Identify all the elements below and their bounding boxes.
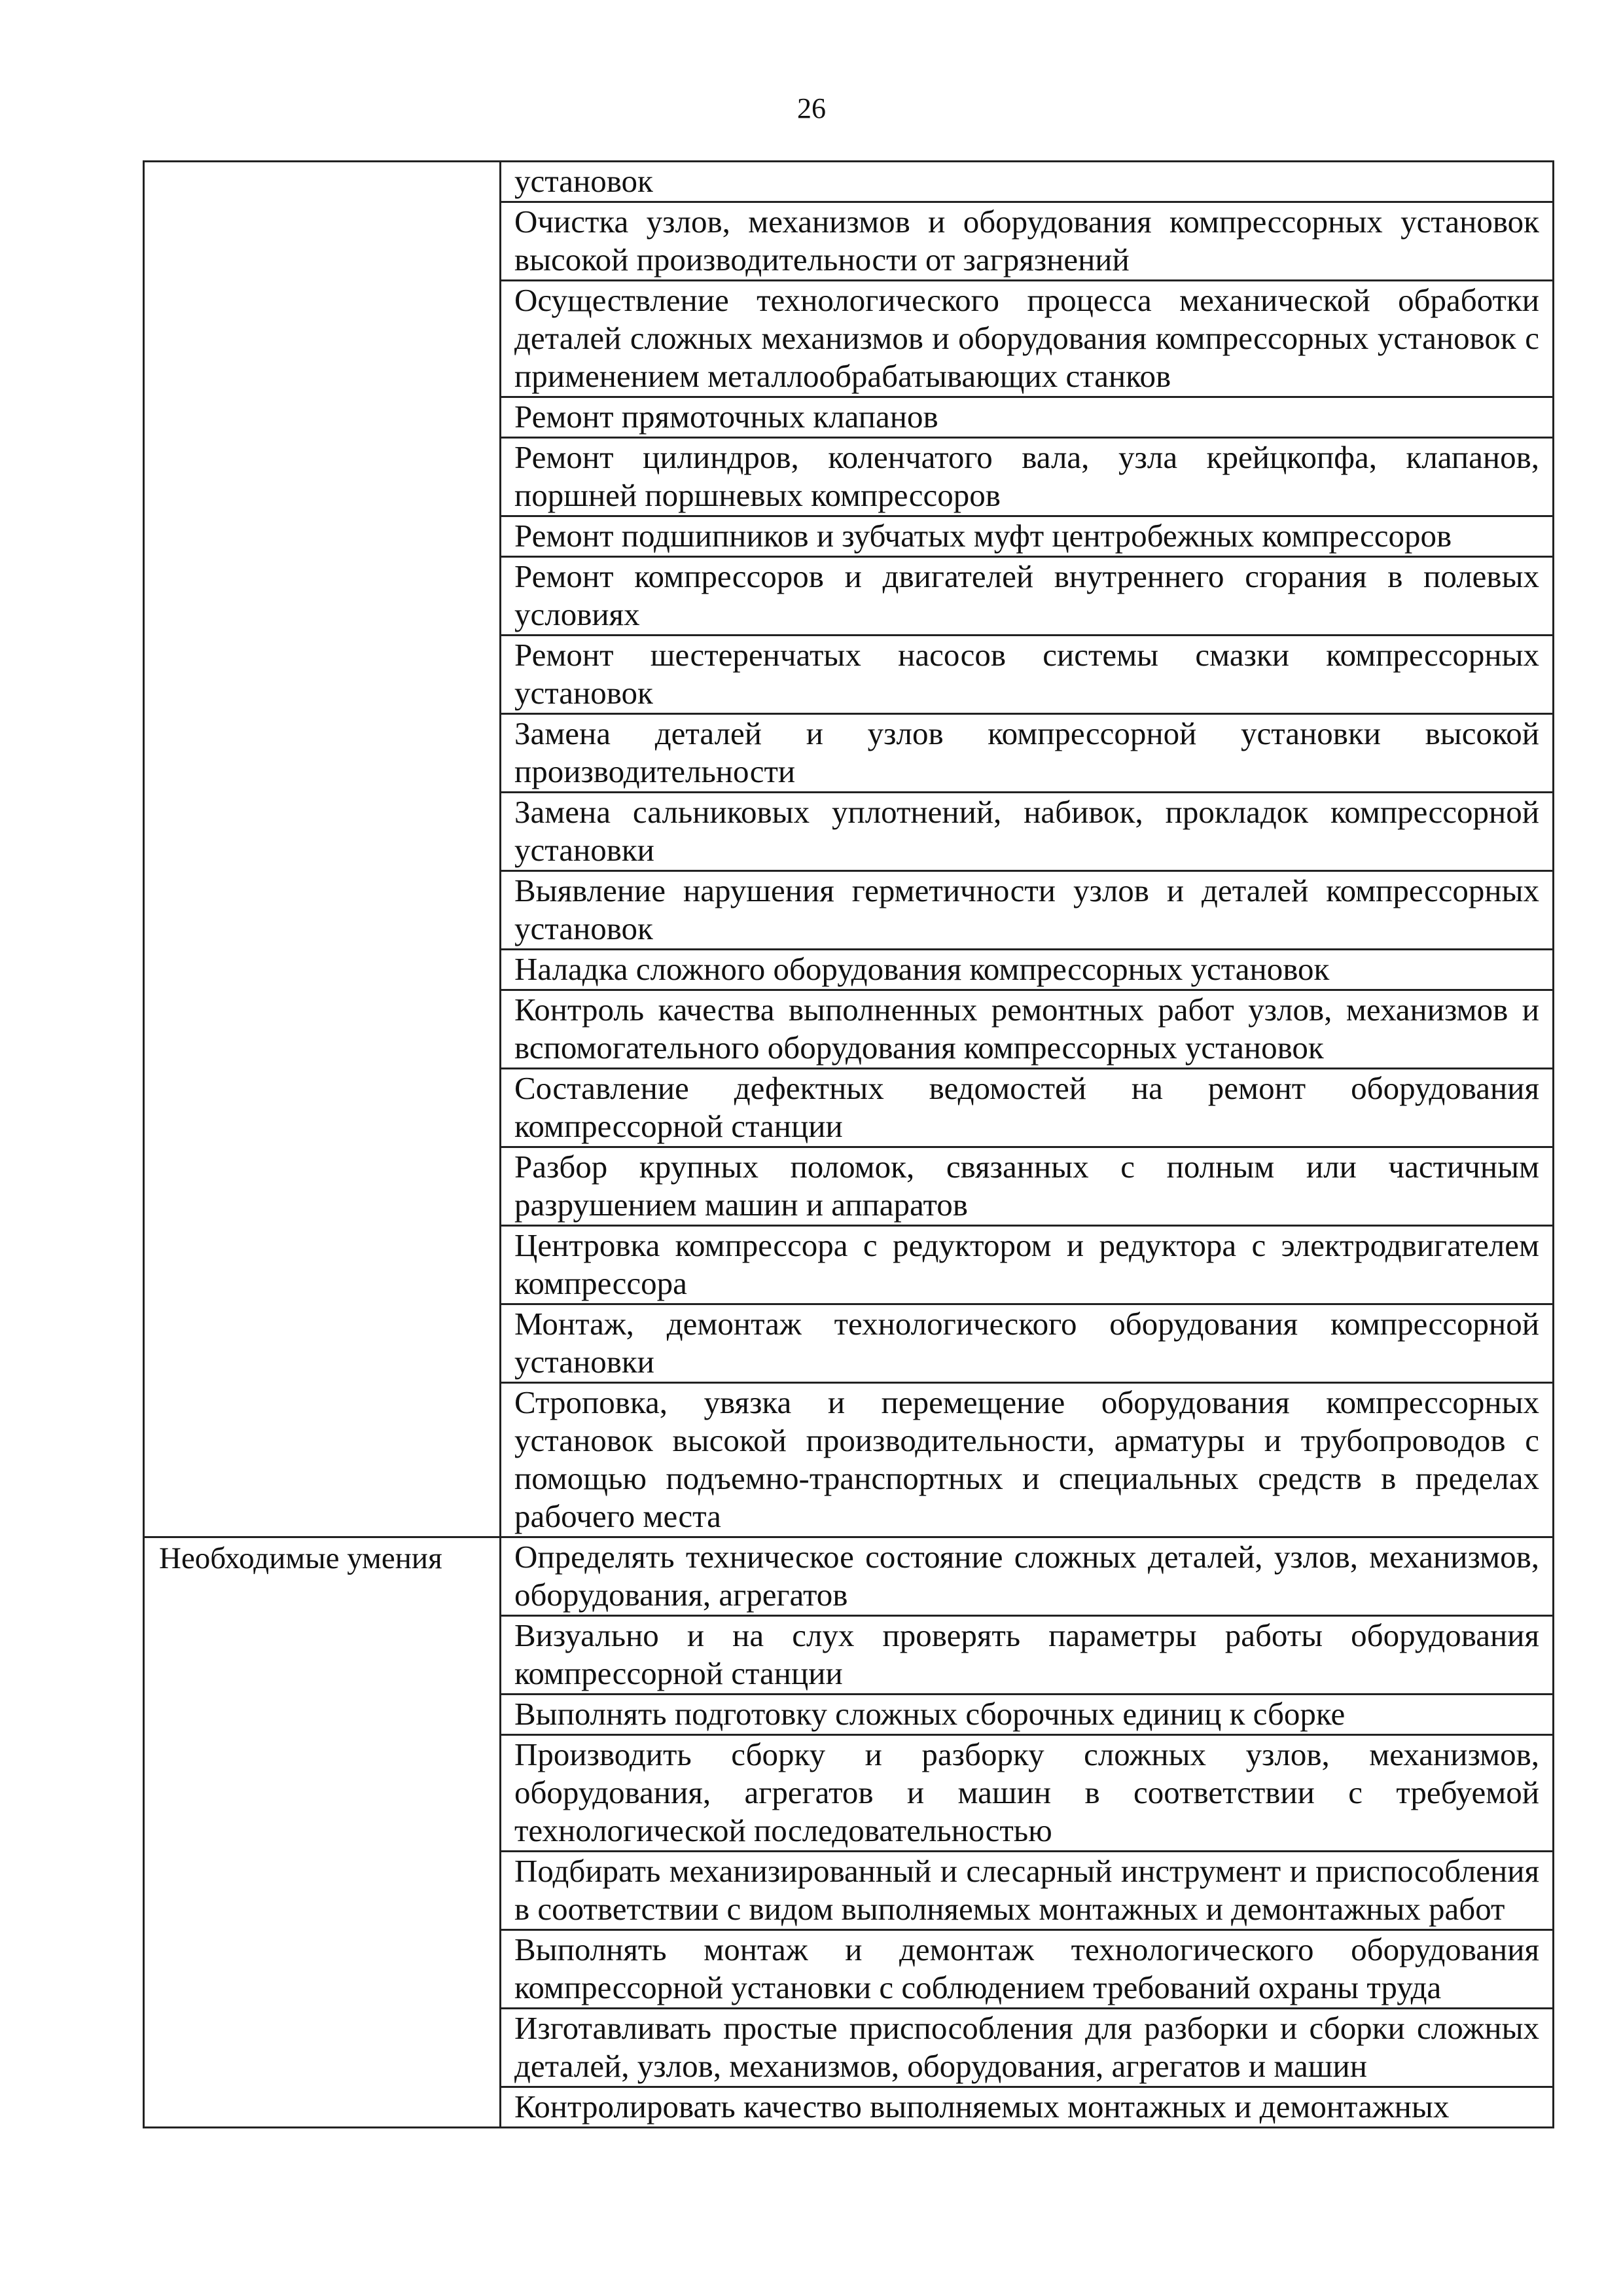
list-item: Осуществление технологического процесса механической обработки деталей сложных механизмов и оборудования компрессорных установок с применением металлообрабатывающих станков (501, 279, 1552, 396)
list-item: установок (514, 163, 653, 199)
list-item: Ремонт цилиндров, коленчатого вала, узла крейцкопфа, клапанов, поршней поршневых компрессоров (501, 437, 1552, 515)
list-item: Составление дефектных ведомостей на ремонт оборудования компрессорной станции (501, 1067, 1552, 1146)
table-row-required-skills (144, 1537, 1554, 2128)
list-item: Выполнять монтаж и демонтаж технологического оборудования компрессорной установки с соблюдением требований охраны труда (501, 1929, 1552, 2007)
list-item: Ремонт подшипников и зубчатых муфт центробежных компрессоров (501, 515, 1552, 556)
left-cell-required-skills (144, 1537, 501, 2128)
list-item: Очистка узлов, механизмов и оборудования компрессорных установок высокой производительности от загрязнений (501, 201, 1552, 279)
list-item: Контроль качества выполненных ремонтных работ узлов, механизмов и вспомогательного оборудования компрессорных установок (501, 989, 1552, 1067)
list-item: Замена деталей и узлов компрессорной установки высокой производительности (501, 713, 1552, 791)
list-item: Разбор крупных поломок, связанных с полным или частичным разрушением машин и аппаратов (501, 1146, 1552, 1225)
list-item: Ремонт шестеренчатых насосов системы смазки компрессорных установок (501, 634, 1552, 713)
right-cell-labor-actions (501, 162, 1554, 1537)
list-item: Выполнять подготовку сложных сборочных единиц к сборке (501, 1693, 1552, 1734)
list-item: Наладка сложного оборудования компрессорных установок (501, 948, 1552, 989)
list-item: Строповка, увязка и перемещение оборудования компрессорных установок высокой производительности, арматуры и трубопроводов с помощью подъемно-транспортных и специальных средств в пределах рабочего места (501, 1382, 1552, 1536)
list-item: Определять техническое состояние сложных деталей, узлов, механизмов, оборудования, агрегатов (514, 1539, 1539, 1613)
list-item: Центровка компрессора с редуктором и редуктора с электродвигателем компрессора (501, 1225, 1552, 1303)
list-item: Контролировать качество выполняемых монтажных и демонтажных (501, 2086, 1552, 2126)
list-item: Монтаж, демонтаж технологического оборудования компрессорной установки (501, 1303, 1552, 1382)
section-label: Необходимые умения (159, 1541, 442, 1575)
list-item: Изготавливать простые приспособления для разборки и сборки сложных деталей, узлов, механизмов, оборудования, агрегатов и машин (501, 2007, 1552, 2086)
list-item: Выявление нарушения герметичности узлов и деталей компрессорных установок (501, 870, 1552, 948)
list-item: Ремонт компрессоров и двигателей внутреннего сгорания в полевых условиях (501, 556, 1552, 634)
section-label (145, 162, 499, 164)
page-number: 26 (797, 92, 826, 124)
right-cell-required-skills (501, 1537, 1554, 2128)
requirements-table (143, 160, 1554, 2128)
list-item: Ремонт прямоточных клапанов (501, 396, 1552, 437)
list-item: Замена сальниковых уплотнений, набивок, прокладок компрессорной установки (501, 791, 1552, 870)
left-cell-labor-actions (144, 162, 501, 1537)
list-item: Подбирать механизированный и слесарный инструмент и приспособления в соответствии с видом выполняемых монтажных и демонтажных работ (501, 1850, 1552, 1929)
table-row-labor-actions (144, 162, 1554, 1537)
list-item: Визуально и на слух проверять параметры работы оборудования компрессорной станции (501, 1615, 1552, 1693)
list-item: Производить сборку и разборку сложных узлов, механизмов, оборудования, агрегатов и машин в соответствии с требуемой технологической последовательностью (501, 1734, 1552, 1850)
